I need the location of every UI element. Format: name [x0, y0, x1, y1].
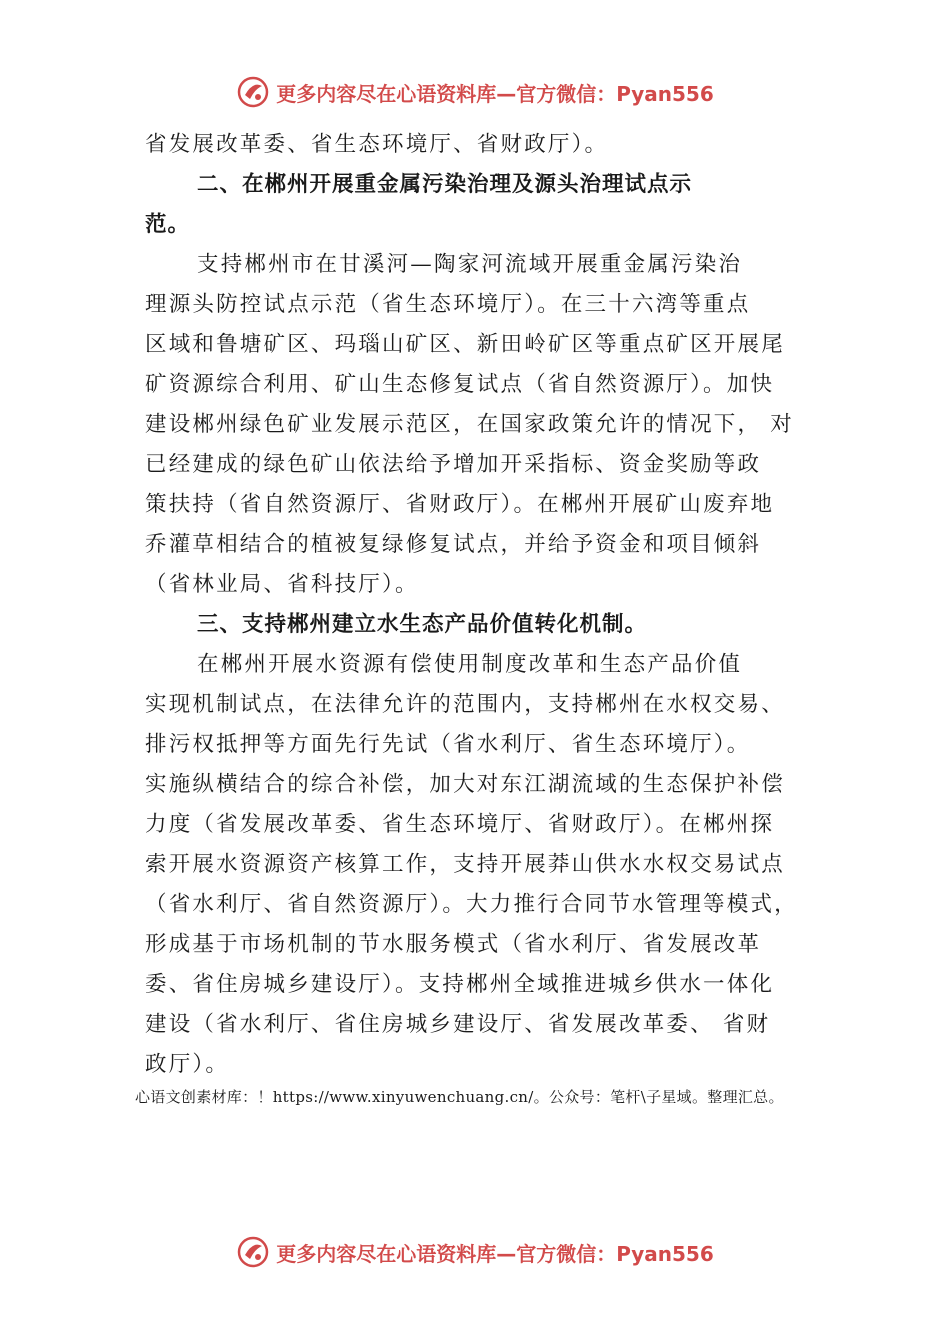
paragraph-line: 已经建成的绿色矿山依法给予增加开采指标、资金奖励等政	[145, 452, 762, 477]
paragraph-line: 政厅）。	[145, 1052, 230, 1077]
paragraph-line: 乔灌草相结合的植被复绿修复试点，并给予资金和项目倾斜	[145, 532, 762, 557]
brand-logo-icon	[236, 75, 270, 109]
paragraph-line: 索开展水资源资产核算工作，支持开展莽山供水水权交易试点	[145, 852, 785, 877]
paragraph-line: （省林业局、省科技厅）。	[145, 572, 419, 597]
paragraph-line: 实现机制试点，在法律允许的范围内，支持郴州在水权交易、	[145, 692, 785, 717]
section-heading-line: 三、支持郴州建立水生态产品价值转化机制。	[197, 612, 648, 637]
paragraph-line: 力度（省发展改革委、省生态环境厅、省财政厅）。在郴州探	[145, 812, 775, 837]
paragraph-line: 策扶持（省自然资源厅、省财政厅）。在郴州开展矿山废弃地	[145, 492, 775, 517]
paragraph-line: 形成基于市场机制的节水服务模式（省水利厅、省发展改革	[145, 932, 762, 957]
paragraph-line: 实施纵横结合的综合补偿，加大对东江湖流域的生态保护补偿	[145, 772, 785, 797]
paragraph-line: 矿资源综合利用、矿山生态修复试点（省自然资源厅）。加快	[145, 372, 775, 397]
paragraph-line: 建设（省水利厅、省住房城乡建设厅、省发展改革委、 省财	[145, 1012, 771, 1037]
brand-logo-icon	[236, 1235, 270, 1269]
paragraph-line: 区域和鲁塘矿区、玛瑙山矿区、新田岭矿区等重点矿区开展尾	[145, 332, 785, 357]
paragraph-line: （省水利厅、省自然资源厅）。大力推行合同节水管理等模式，	[145, 892, 798, 917]
paragraph-line: 委、省住房城乡建设厅）。支持郴州全域推进城乡供水一体化	[145, 972, 775, 997]
paragraph-line: 排污权抵押等方面先行先试（省水利厅、省生态环境厅）。	[145, 732, 751, 757]
paragraph-line: 理源头防控试点示范（省生态环境厅）。在三十六湾等重点	[145, 292, 751, 317]
banner-text: 更多内容尽在心语资料库—官方微信：Pyan556	[276, 81, 714, 106]
top-banner	[0, 72, 950, 112]
footer-note: 心语文创素材库：！https://www.xinyuwenchuang.cn/。公众号：笔杆\子星域。整理汇总。	[135, 1088, 784, 1106]
bottom-banner	[0, 1232, 950, 1272]
paragraph-line: 在郴州开展水资源有偿使用制度改革和生态产品价值	[197, 652, 743, 677]
paragraph-line: 支持郴州市在甘溪河—陶家河流域开展重金属污染治	[197, 252, 743, 277]
section-heading-line: 二、在郴州开展重金属污染治理及源头治理试点示	[197, 172, 693, 197]
paragraph-line: 建设郴州绿色矿业发展示范区，在国家政策允许的情况下， 对	[145, 412, 794, 437]
paragraph-line: 省发展改革委、省生态环境厅、省财政厅）。	[145, 132, 609, 157]
banner-text: 更多内容尽在心语资料库—官方微信：Pyan556	[276, 1241, 714, 1266]
section-heading-line: 范。	[145, 212, 191, 237]
